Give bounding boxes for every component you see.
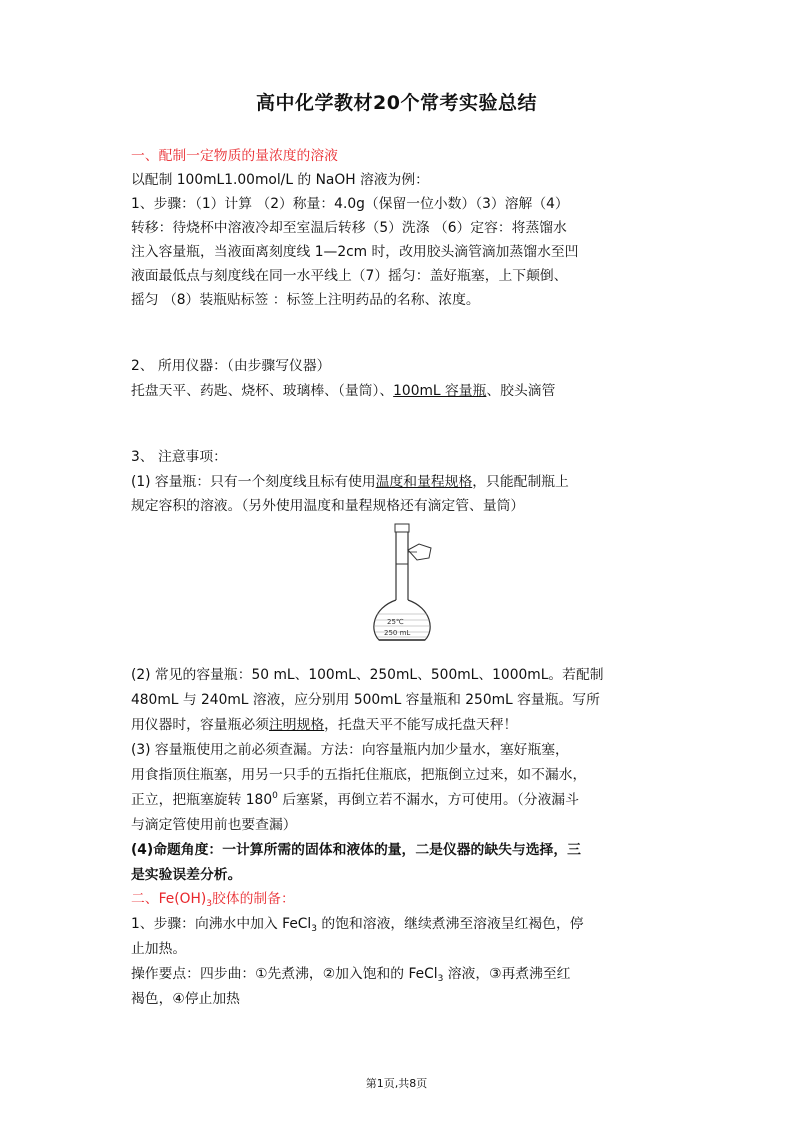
steps-line-2: 转移：待烧杯中溶液冷却至室温后转移（5）洗涤 （6）定容：将蒸馏水 [131, 220, 567, 236]
note-2-text-end: ，托盘天平不能写成托盘天秤！ [324, 717, 518, 733]
flask-label-volume: 250 mL [384, 629, 411, 637]
note-4-line-1: (4)命题角度：一计算所需的固体和液体的量，二是仪器的缺失与选择，三 [131, 842, 581, 858]
steps-line-3: 注入容量瓶，当液面离刻度线 1—2cm 时，改用胶头滴管滴加蒸馏水至凹 [131, 244, 579, 260]
instruments-heading: 2、 所用仪器：（由步骤写仪器） [131, 358, 331, 374]
section-2-key-text: 操作要点：四步曲：①先煮沸，②加入饱和的 FeCl [131, 966, 438, 982]
instruments-part-c: 、胶头滴管 [486, 383, 556, 399]
notes-heading: 3、 注意事项： [131, 449, 227, 465]
section-2-heading-a: 二、Fe(OH) [131, 891, 207, 907]
note-3-line-4: 与滴定管使用前也要查漏） [131, 817, 297, 833]
steps-line-5: 摇匀 （8）装瓶贴标签 ：标签上注明药品的名称、浓度。 [131, 292, 480, 308]
section-2-step-line-2: 止加热。 [131, 941, 187, 957]
note-3-sup: 0 [272, 791, 278, 801]
note-3-text: 正立，把瓶塞旋转 180 [131, 792, 273, 808]
note-1-line-2: 规定容积的溶液。（另外使用温度和量程规格还有滴定管、量筒） [131, 498, 525, 514]
section-2-key-line-2: 褐色，④停止加热 [131, 991, 240, 1007]
note-2-line-2: 480mL 与 240mL 溶液，应分别用 500mL 容量瓶和 250mL 容量瓶。写所 [131, 692, 600, 708]
section-2-key-text-end: 溶液，③再煮沸至红 [443, 966, 571, 982]
note-2-underlined: 注明规格 [268, 717, 325, 733]
steps-line-1: 1、步骤：（1）计算 （2）称量：4.0g（保留一位小数）（3）溶解（4） [131, 196, 569, 212]
instruments-part-a: 托盘天平、药匙、烧杯、玻璃棒、（量筒）、 [131, 383, 394, 399]
section-2-step-line-1 [131, 915, 671, 933]
note-2-line-1: (2) 常见的容量瓶：50 mL、100mL、250mL、500mL、1000mL。若配制 [131, 667, 604, 683]
note-2-line-3 [131, 716, 671, 734]
page-title: 高中化学教材20个常考实验总结 [256, 92, 537, 114]
note-3-line-2: 用食指顶住瓶塞，用另一只手的五指托住瓶底，把瓶倒立过来，如不漏水， [131, 767, 587, 783]
section-1-intro: 以配制 100mL1.00mol/L 的 NaOH 溶液为例： [131, 172, 429, 188]
section-2-key-line-1 [131, 965, 671, 983]
section-2-step-text: 1、步骤：向沸水中加入 FeCl [131, 916, 312, 932]
section-2-heading-b: 胶体的制备： [212, 891, 295, 907]
note-1-underlined: 温度和量程规格 [375, 474, 473, 490]
note-3-line-1: (3) 容量瓶使用之前必须查漏。方法：向容量瓶内加少量水，塞好瓶塞， [131, 742, 569, 758]
note-1-text: (1) 容量瓶：只有一个刻度线且标有使用 [131, 474, 376, 490]
flask-label-temp: 25℃ [387, 618, 404, 626]
note-2-text: 用仪器时，容量瓶必须 [131, 717, 269, 733]
instruments-volumetric-flask: 100mL 容量瓶 [393, 383, 487, 399]
note-3-text-end: 后塞紧，再倒立若不漏水，方可使用。（分液漏斗 [277, 792, 579, 808]
instruments-list [131, 382, 671, 400]
note-3-line-3 [131, 791, 671, 809]
note-4-line-2: 是实验误差分析。 [131, 867, 242, 883]
page-footer: 第1页,共8页 [365, 1077, 428, 1090]
note-1-text-end: ，只能配制瓶上 [472, 474, 569, 490]
steps-line-4: 液面最低点与刻度线在同一水平线上（7）摇匀：盖好瓶塞，上下颠倒、 [131, 268, 568, 284]
section-1-heading: 一、配制一定物质的量浓度的溶液 [131, 148, 338, 164]
note-1-line-1 [131, 473, 671, 491]
volumetric-flask-figure [355, 522, 455, 652]
section-2-step-sub: 3 [311, 924, 318, 934]
section-2-heading [131, 890, 671, 908]
section-2-key-sub: 3 [437, 974, 444, 984]
section-2-step-text-end: 的饱和溶液，继续煮沸至溶液呈红褐色，停 [317, 916, 584, 932]
section-2-heading-sub: 3 [206, 899, 212, 909]
